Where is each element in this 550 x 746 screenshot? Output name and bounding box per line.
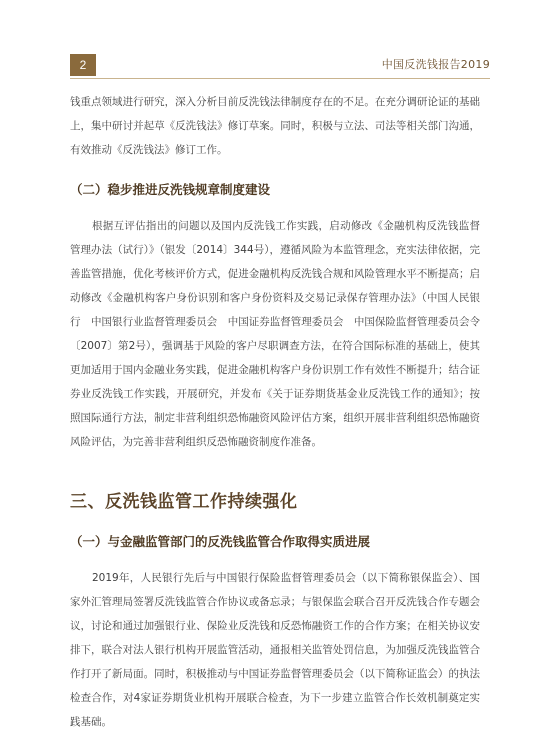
section-3-heading: 三、反洗钱监管工作持续强化 bbox=[70, 492, 298, 512]
header-rule bbox=[70, 78, 490, 79]
subsection-heading-2: （二）稳步推进反洗钱规章制度建设 bbox=[70, 182, 271, 197]
subsection-heading-3-1: （一）与金融监管部门的反洗钱监管合作取得实质进展 bbox=[70, 534, 371, 549]
continued-paragraph: 钱重点领域进行研究，深入分析目前反洗钱法律制度存在的不足。在充分调研论证的基础上，集中研讨并起草《反洗钱法》修订草案。同时，积极与立法、司法等相关部门沟通，有效推动《反洗钱法》修订工作。 bbox=[70, 96, 480, 156]
page-header bbox=[70, 54, 490, 76]
subsection-3-1-paragraph: 2019年，人民银行先后与中国银行保险监督管理委员会（以下简称银保监会）、国家外汇管理局签署反洗钱监管合作协议或备忘录；与银保监会联合召开反洗钱合作专题会议，讨论和通过加强银行业、保险业反洗钱和反恐怖融资工作的合作方案；在相关协议安排下，联合对法人银行机构开展监管活动，通报相关监管处罚信息，为加强反洗钱监管合作打开了新局面。同时，积极推动与中国证券监督管理委员会（以下简称证监会）的执法检查合作，对4家证券期货业机构开展联合检查，为下一步建立监管合作长效机制奠定实践基础。 bbox=[70, 572, 480, 728]
subsection-2-paragraph: 根据互评估指出的问题以及国内反洗钱工作实践，启动修改《金融机构反洗钱监督管理办法（试行）》（银发〔2014〕344号），遵循风险为本监管理念，充实法律依据，完善监管措施，优化考核评价方式，促进金融机构反洗钱合规和风险管理水平不断提高；启动修改《金融机构客户身份识别和客户身份资料及交易记录保存管理办法》（中国人民银行 中国银行业监督管理委员会 中国证券监督管理委员会 中国保险监督管理委员会令〔2007〕第2号），强调基于风险的客户尽职调查方法，在符合国际标准的基础上，使其更加适用于国内金融业务实践，促进金融机构客户身份识别工作有效性不断提升；结合证券业反洗钱工作实践，开展研究，并发布《关于证券期货基金业反洗钱工作的通知》；按照国际通行方法，制定非营利组织恐怖融资风险评估方案，组织开展非营利组织恐怖融资风险评估，为完善非营利组织反恐怖融资制度作准备。 bbox=[70, 220, 480, 448]
page-content bbox=[70, 90, 480, 734]
page-number: 2 bbox=[70, 54, 96, 76]
header-title: 中国反洗钱报告2019 bbox=[381, 58, 490, 71]
